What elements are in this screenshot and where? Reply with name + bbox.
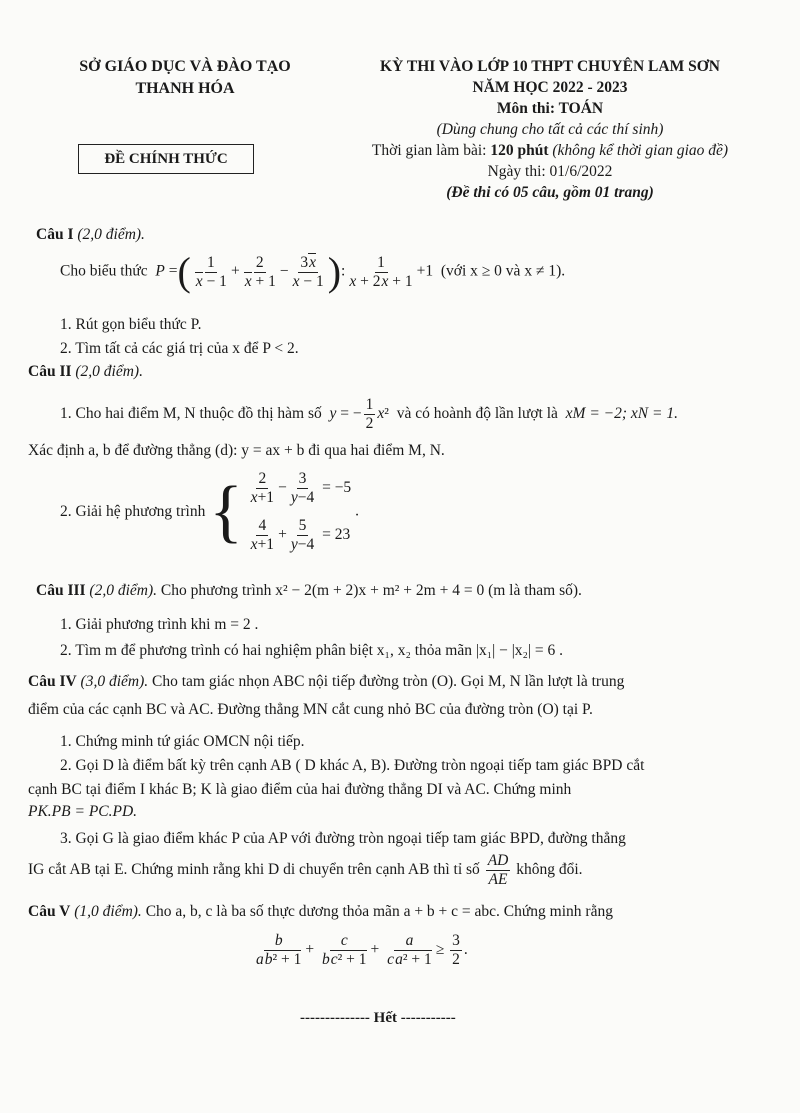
q1-condition: (với x ≥ 0 và x ≠ 1).	[440, 262, 566, 280]
q2-part1-text2: và có hoành độ lần lượt là	[396, 405, 558, 423]
q2-part1-text: 1. Cho hai điểm M, N thuộc đồ thị hàm số	[60, 405, 322, 423]
q2-title: Câu II	[28, 363, 72, 380]
q4-part2a: 2. Gọi D là điểm bất kỳ trên cạnh AB ( D khác A, B). Đường tròn ngoại tiếp tam giác BPD cắt	[60, 757, 645, 774]
time-line	[330, 140, 770, 161]
end-marker: -------------- Hết -----------	[300, 1010, 456, 1026]
department-block	[40, 56, 330, 100]
q4-intro2: điểm của các cạnh BC và AC. Đường thẳng MN cắt cung nhỏ BC của đường tròn (O) tại P.	[28, 701, 593, 718]
q2-part2-text: 2. Giải hệ phương trình	[60, 503, 206, 520]
q4-part1: 1. Chứng minh tứ giác OMCN nội tiếp.	[60, 733, 305, 750]
q4-part3b: IG cắt AB tại E. Chứng minh rằng khi D di chuyển trên cạnh AB thì tỉ số	[28, 861, 480, 879]
subject: Môn thi: TOÁN	[496, 100, 604, 117]
official-stamp	[78, 144, 254, 174]
school-year: NĂM HỌC 2022 - 2023	[472, 79, 628, 96]
q4-part3a: 3. Gọi G là giao điểm khác P của AP với đường tròn ngoại tiếp tam giác BPD, đường thẳng	[60, 830, 626, 847]
q5-intro: Cho a, b, c là ba số thực dương thỏa mãn a + b + c = abc. Chứng minh rằng	[145, 903, 613, 920]
q4-part2b: cạnh BC tại điểm I khác B; K là giao điểm của hai đường thẳng DI và AC. Chứng minh	[28, 781, 572, 798]
page-count: (Đề thi có 05 câu, gồm 01 trang)	[446, 184, 654, 201]
q3-part2: 2. Tìm m để phương trình có hai nghiệm phân biệt x₁, x₂ thỏa mãn |x₁| − |x₂| = 6 .	[60, 642, 564, 659]
exam-date: Ngày thi: 01/6/2022	[487, 163, 613, 180]
q4-part3c: không đổi.	[516, 861, 583, 879]
time-note: (không kể thời gian giao đề)	[548, 142, 729, 159]
q4-heading	[28, 673, 624, 691]
q1-intro: Cho biểu thức	[60, 262, 148, 280]
q2-part2: 2. Giải hệ phương trình { $\frac{2}{x+1}$ − $\frac{3}{y-4}$ = −5 $\frac{4}{x+1}$ + $\frac{5}{y-4}$ = 23 .	[60, 470, 359, 553]
department-line-2: THANH HÓA	[135, 80, 235, 97]
q3-part1: 1. Giải phương trình khi m = 2 .	[60, 616, 259, 633]
q2-part1-line: 1. Cho hai điểm M, N thuộc đồ thị hàm số y = − $\frac{1}{2}$ x² và có hoành độ lần lượt là xM = −2; xN = 1.	[60, 396, 678, 432]
q5-heading	[28, 903, 613, 921]
q3-heading	[36, 582, 582, 600]
q2-points: (2,0 điểm).	[71, 363, 143, 380]
q4-intro1: Cho tam giác nhọn ABC nội tiếp đường tròn (O). Gọi M, N lần lượt là trung	[152, 673, 625, 690]
q1-expression: Cho biểu thức P =( $\frac{1}{x - 1}$ + $\frac{2}{x + 1}$ − $\frac{3x}{x - 1}$ ): $\frac{1}{x + 2x + 1}$ +1 (với x ≥ 0 và x ≠ 1).	[60, 249, 566, 294]
q2-coords: xM = −2; xN = 1.	[565, 405, 678, 423]
q4-title: Câu IV	[28, 673, 77, 690]
q4-part3b-line: IG cắt AB tại E. Chứng minh rằng khi D di chuyển trên cạnh AB thì tỉ số $\frac{AD}{AE}$ không đổi.	[28, 852, 583, 888]
q5-inequality: $\frac{b}{\text{ab² + 1}}$ + $\frac{c}{\text{bc² + 1}}$ + $\frac{a}{\text{ca² + 1}}$ ≥ $\frac{3}{2}$ .	[256, 932, 468, 968]
q1-points: (2,0 điểm).	[73, 226, 145, 243]
q3-points: (2,0 điểm).	[85, 582, 157, 599]
q2-part1-cont: Xác định a, b để đường thẳng (d): y = ax + b đi qua hai điểm M, N.	[28, 442, 445, 459]
q3-intro: Cho phương trình x² − 2(m + 2)x + m² + 2m + 4 = 0 (m là tham số).	[160, 582, 582, 599]
q3-title: Câu III	[36, 582, 86, 599]
official-label: ĐỀ CHÍNH THỨC	[104, 150, 228, 167]
time-prefix: Thời gian làm bài:	[371, 142, 491, 159]
q1-part2: 2. Tìm tất cả các giá trị của x để P < 2.	[60, 340, 299, 357]
audience: (Dùng chung cho tất cả các thí sinh)	[436, 121, 664, 138]
q1-part1: 1. Rút gọn biểu thức P.	[60, 316, 202, 333]
q4-points: (3,0 điểm).	[76, 673, 149, 690]
q5-points: (1,0 điểm).	[70, 903, 142, 920]
q2-heading	[28, 363, 143, 381]
exam-title: KỲ THI VÀO LỚP 10 THPT CHUYÊN LAM SƠN	[380, 58, 720, 75]
time-value: 120 phút	[490, 142, 549, 159]
q5-title: Câu V	[28, 903, 71, 920]
q4-part2c: PK.PB = PC.PD.	[28, 803, 138, 820]
exam-info	[330, 56, 770, 203]
q1-heading	[36, 226, 145, 244]
q1-title: Câu I	[36, 226, 74, 243]
department-line-1: SỞ GIÁO DỤC VÀ ĐÀO TẠO	[79, 58, 291, 75]
